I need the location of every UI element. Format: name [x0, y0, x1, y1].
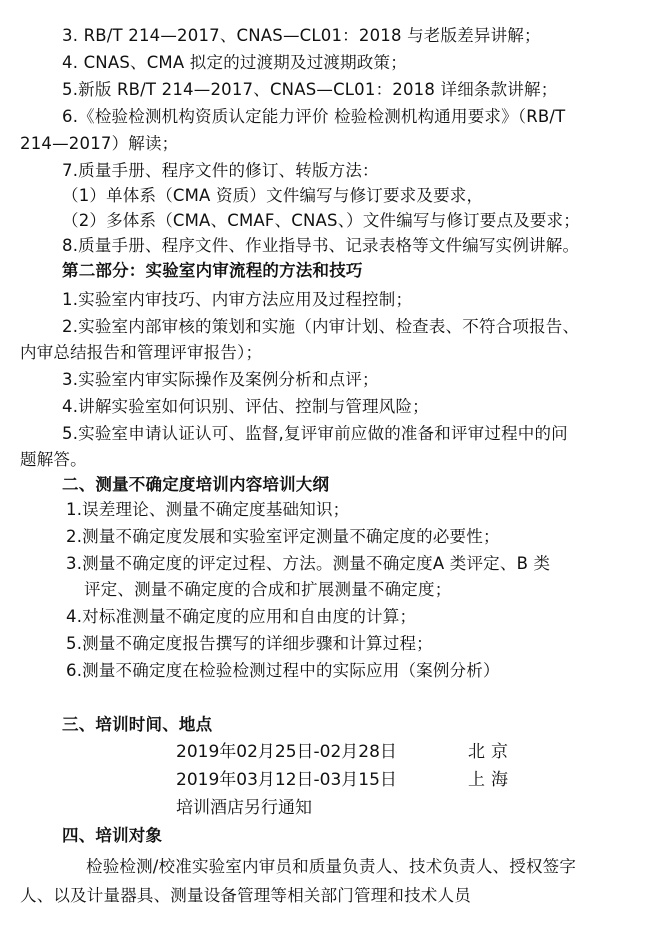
session-dates: 2019年03月12日-03月15日: [176, 770, 397, 790]
list-item: 6.测量不确定度在检验检测过程中的实际应用（案例分析）: [66, 661, 500, 680]
paragraph-line: 检验检测/校准实验室内审员和质量负责人、技术负责人、授权签字: [86, 857, 577, 876]
session-city: 北京: [468, 742, 514, 762]
list-item: 5.新版 RB/T 214—2017、CNAS—CL01：2018 详细条款讲解；: [62, 80, 558, 99]
list-item: 2.实验室内部审核的策划和实施（内审计划、检查表、不符合项报告、: [62, 317, 580, 336]
list-item: 5.测量不确定度报告撰写的详细步骤和计算过程；: [66, 634, 433, 653]
hotel-note: 培训酒店另行通知: [176, 798, 312, 818]
list-item: 5.实验室申请认证认可、监督,复评审前应做的准备和评审过程中的问: [62, 424, 568, 443]
list-item: 1.实验室内审技巧、内审方法应用及过程控制；: [62, 290, 413, 309]
list-item: 7.质量手册、程序文件的修订、转版方法：: [62, 161, 379, 180]
session-city: 上海: [468, 770, 514, 790]
part-two-heading: 第二部分：实验室内审流程的方法和技巧: [62, 261, 363, 280]
list-item: 6.《检验检测机构资质认定能力评价 检验检测机构通用要求》（RB/T: [62, 107, 566, 126]
paragraph-line: 人、以及计量器具、测量设备管理等相关部门管理和技术人员: [20, 886, 471, 905]
section-two-heading: 二、测量不确定度培训内容培训大纲: [62, 475, 330, 494]
list-item: 4.讲解实验室如何识别、评估、控制与管理风险；: [62, 397, 429, 416]
list-item: 1.误差理论、测量不确定度基础知识；: [66, 500, 350, 519]
list-item: 3.实验室内审实际操作及案例分析和点评；: [62, 370, 379, 389]
list-item-continuation: 内审总结报告和管理评审报告）；: [20, 343, 263, 362]
list-item: 4. CNAS、CMA 拟定的过渡期及过渡期政策；: [62, 53, 407, 72]
list-item-continuation: 214—2017）解读；: [20, 134, 179, 153]
list-sub-item: （1）单体系（CMA 资质）文件编写与修订要求及要求，: [62, 186, 484, 205]
list-item: 8.质量手册、程序文件、作业指导书、记录表格等文件编写实例讲解。: [62, 236, 580, 255]
list-item-continuation: 题解答。: [20, 450, 87, 469]
list-sub-item: （2）多体系（CMA、CMAF、CNAS、）文件编写与修订要点及要求；: [62, 211, 580, 230]
session-dates: 2019年02月25日-02月28日: [176, 742, 397, 762]
list-item: 2.测量不确定度发展和实验室评定测量不确定度的必要性；: [66, 527, 500, 546]
list-item-continuation: 评定、测量不确定度的合成和扩展测量不确定度；: [84, 580, 452, 599]
list-item: 3.测量不确定度的评定过程、方法。测量不确定度A 类评定、B 类: [66, 554, 551, 573]
section-three-heading: 三、培训时间、地点: [62, 715, 213, 734]
section-four-heading: 四、培训对象: [62, 826, 163, 845]
list-item: 3. RB/T 214—2017、CNAS—CL01：2018 与老版差异讲解；: [62, 26, 541, 45]
list-item: 4.对标准测量不确定度的应用和自由度的计算；: [66, 607, 417, 626]
